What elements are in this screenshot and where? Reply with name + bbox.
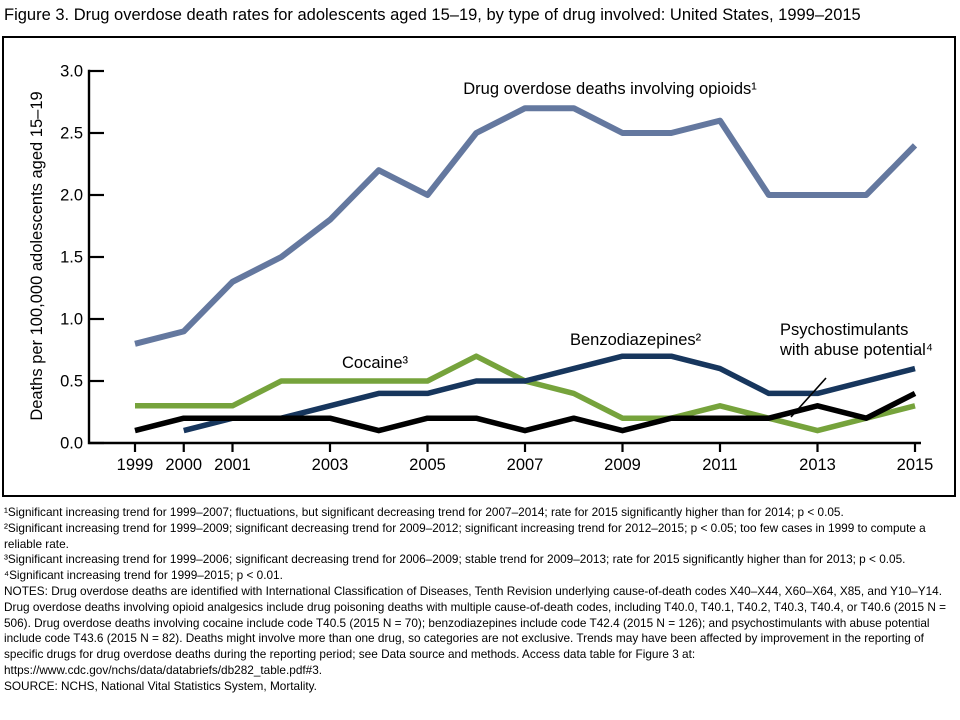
x-tick-label: 1999 <box>116 456 154 474</box>
y-axis-title: Deaths per 100,000 adolescents aged 15–19 <box>28 91 46 421</box>
series-label-benzodiazepines: Benzodiazepines² <box>570 331 702 349</box>
footnote-2: ²Significant increasing trend for 1999–2009; significant decreasing trend for 2009–2012; significant increasing trend for 2012–2015; p < 0.05; too few cases in 1999 to compute a reliable rate. <box>4 520 926 551</box>
footnote-notes: NOTES: Drug overdose deaths are identified with International Classification of Diseases, Tenth Revision underlying cause-of-death codes X40–X44, X60–X64, X85, and Y10–Y14. Drug overdose deaths involving opioid analgesics include drug poisoning deaths with multiple cause-of-death codes, including T40.0, T40.1, T40.2, T40.3, T40.4, or T40.6 (2015 N = 506). Drug overdose deaths involving cocaine include code T40.5 (2015 N = 70); benzodiazepines include code T42.4 (2015 N = 126); and psychostimulants with abuse potential include code T43.6 (2015 N = 82). Deaths might involve more than one drug, so categories are not exclusive. Trends may have been affected by improvement in the reporting of specific drugs for drug overdose deaths during the reporting period; see Data source and methods. Access data table for Figure 3 at: https://www.cdc.gov/nchs/data/databriefs/db282_table.pdf#3. <box>4 583 947 677</box>
footnote-source: SOURCE: NCHS, National Vital Statistics System, Mortality. <box>4 678 317 693</box>
axes <box>89 70 921 443</box>
footnote-3: ³Significant increasing trend for 1999–2006; significant decreasing trend for 2006–2009; stable trend for 2009–2013; rate for 2015 significantly higher than for 2013; p < 0.05. <box>4 552 906 567</box>
y-tick-label: 3.0 <box>60 62 83 81</box>
x-tick-label: 2007 <box>506 456 544 474</box>
footnote-1: ¹Significant increasing trend for 1999–2007; fluctuations, but significant decreasing trend for 2007–2014; rate for 2015 significantly higher than for 2014; p < 0.05. <box>4 505 844 519</box>
x-tick-label: 2000 <box>165 456 203 474</box>
footnotes <box>4 505 955 695</box>
figure-title: Figure 3. Drug overdose death rates for adolescents aged 15–19, by type of drug involved: United States, 1999–2015 <box>4 6 861 24</box>
y-tick-label: 2.5 <box>60 124 83 143</box>
x-tick-label: 2005 <box>409 456 446 474</box>
x-tick-label: 2015 <box>896 456 934 474</box>
x-tick-label: 2001 <box>214 456 251 474</box>
footnote-4: ⁴Significant increasing trend for 1999–2015; p < 0.01. <box>4 568 283 583</box>
x-tick-label: 2003 <box>311 456 349 474</box>
psychostimulants-callout-line <box>791 378 826 417</box>
x-tick-label: 2011 <box>702 456 738 474</box>
x-tick-label: 2009 <box>604 456 641 474</box>
series-label-opioids: Drug overdose deaths involving opioids¹ <box>463 80 757 98</box>
y-tick-label: 1.5 <box>60 248 83 267</box>
series-label-psychostimulants: Psychostimulants with abuse potential⁴ <box>780 321 933 359</box>
x-tick-label: 2013 <box>799 456 836 474</box>
y-tick-label: 0.5 <box>60 372 83 391</box>
series-opioids-line <box>135 108 915 344</box>
series-label-cocaine: Cocaine³ <box>342 354 409 372</box>
y-tick-label: 0.0 <box>60 434 83 453</box>
y-tick-label: 2.0 <box>60 186 83 205</box>
y-tick-label: 1.0 <box>60 310 83 329</box>
